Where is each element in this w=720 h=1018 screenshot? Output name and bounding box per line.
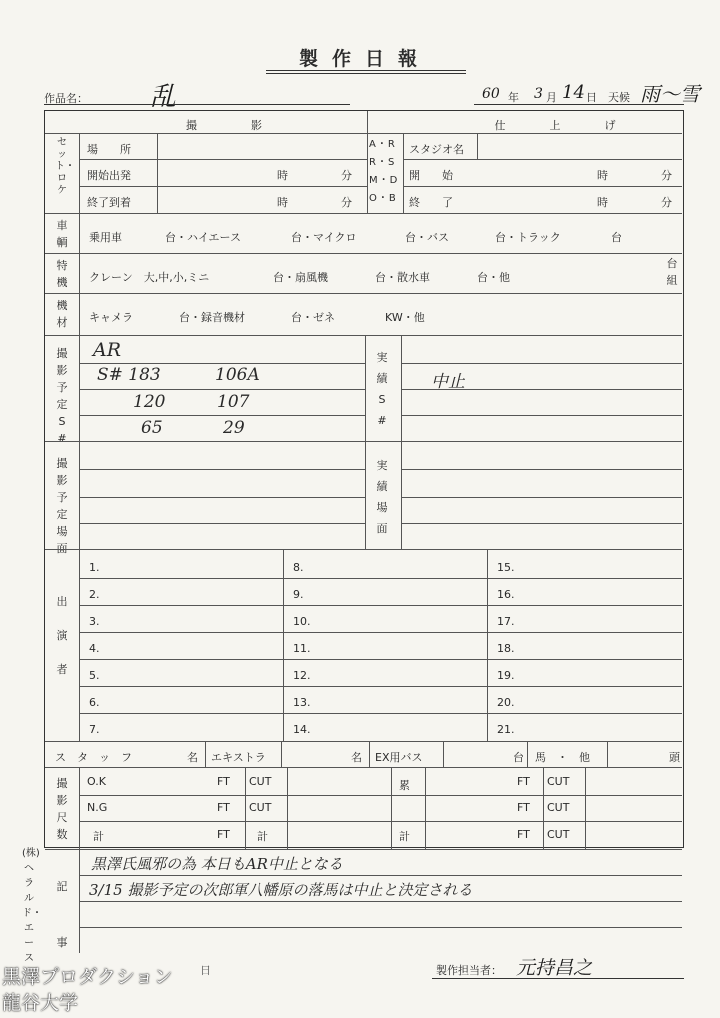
report-form bbox=[44, 110, 684, 949]
start-minute: 分 bbox=[341, 169, 352, 182]
cast-5: 5. bbox=[89, 669, 100, 682]
vehicle-micro: 台・マイクロ bbox=[291, 231, 357, 244]
cast-7: 7. bbox=[89, 723, 100, 736]
note-line2: 3/15 撮影予定の次郎軍八幡原の落馬は中止と決定される bbox=[89, 881, 473, 899]
manager-underline bbox=[432, 978, 684, 979]
schedule-line3b: 107 bbox=[217, 392, 250, 412]
finish-end-hour: 時 bbox=[597, 196, 608, 209]
staff-label: ス タ ッ フ bbox=[55, 751, 132, 764]
cum-total-ft: FT bbox=[517, 828, 530, 841]
ok-cut: CUT bbox=[249, 775, 272, 788]
set-loc-label: セット・ロケ bbox=[55, 137, 75, 196]
cast-16: 16. bbox=[497, 588, 515, 601]
cast-14: 14. bbox=[293, 723, 311, 736]
finish-start-label: 開 始 bbox=[409, 169, 453, 182]
result-label: 実績S# bbox=[376, 351, 388, 427]
finish-start-minute: 分 bbox=[661, 169, 672, 182]
schedule-line2a: S# 183 bbox=[97, 365, 161, 385]
equip-camera: キャメラ bbox=[89, 311, 133, 324]
year-unit: 年 bbox=[508, 91, 519, 104]
date-month: 3 bbox=[534, 86, 543, 102]
cast-13: 13. bbox=[293, 696, 311, 709]
total-ft: FT bbox=[217, 828, 230, 841]
cast-2: 2. bbox=[89, 588, 100, 601]
finish-header: 仕 上 げ bbox=[494, 119, 616, 132]
cast-label: 出演者 bbox=[56, 595, 68, 676]
notes-label: 記事 bbox=[56, 880, 68, 949]
ex-bus-label: EX用バス bbox=[375, 751, 423, 764]
vehicle-bus: 台・バス bbox=[405, 231, 449, 244]
equip-gene: 台・ゼネ bbox=[291, 311, 335, 324]
schedule-line1: AR bbox=[93, 339, 122, 361]
special-crane: クレーン 大,中,小,ミニ bbox=[89, 271, 210, 284]
finish-end-minute: 分 bbox=[661, 196, 672, 209]
publisher-side-text: (株)ヘラルド・エース bbox=[22, 848, 42, 964]
schedule-line2b: 106A bbox=[215, 365, 260, 385]
cast-20: 20. bbox=[497, 696, 515, 709]
special-fan: 台・扇風機 bbox=[273, 271, 328, 284]
date-day: 14 bbox=[562, 82, 585, 103]
manager-value: 元持昌之 bbox=[516, 957, 593, 979]
film-ng: N.G bbox=[87, 801, 108, 814]
ar-rs-md-ob: A・R R・S M・D O・B bbox=[369, 139, 399, 204]
cum-ng-cut: CUT bbox=[547, 801, 570, 814]
equip-audio: 台・録音機材 bbox=[179, 311, 245, 324]
page-title: 製作日報 bbox=[298, 48, 431, 70]
cast-17: 17. bbox=[497, 615, 515, 628]
horse-label: 馬 ・ 他 bbox=[535, 751, 590, 764]
end-minute: 分 bbox=[341, 196, 352, 209]
finish-start-hour: 時 bbox=[597, 169, 608, 182]
end-label: 終了到着 bbox=[87, 196, 131, 209]
ok-ft: FT bbox=[217, 775, 230, 788]
cast-11: 11. bbox=[293, 642, 311, 655]
end-hour: 時 bbox=[277, 196, 288, 209]
cast-8: 8. bbox=[293, 561, 304, 574]
extra-mei: 名 bbox=[351, 751, 362, 764]
start-hour: 時 bbox=[277, 169, 288, 182]
cast-6: 6. bbox=[89, 696, 100, 709]
cast-1: 1. bbox=[89, 561, 100, 574]
footer-fragment: 日 bbox=[200, 964, 211, 977]
manager-label: 製作担当者： bbox=[436, 964, 502, 977]
month-unit: 月 bbox=[546, 91, 557, 104]
day-unit: 日 bbox=[586, 91, 597, 104]
cumulative-label: 累 bbox=[399, 779, 410, 792]
cast-3: 3. bbox=[89, 615, 100, 628]
extra-label: エキストラ bbox=[211, 751, 266, 764]
shoot-header: 撮 影 bbox=[186, 119, 264, 132]
cum-ng-ft: FT bbox=[517, 801, 530, 814]
note-line1: 黒澤氏風邪の為 本日もAR中止となる bbox=[91, 855, 343, 873]
cast-9: 9. bbox=[293, 588, 304, 601]
start-label: 開始出発 bbox=[87, 169, 131, 182]
cum-ok-ft: FT bbox=[517, 775, 530, 788]
vehicle-truck: 台・トラック bbox=[495, 231, 561, 244]
cast-18: 18. bbox=[497, 642, 515, 655]
vehicle-tail: 台 bbox=[611, 231, 622, 244]
watermark-line1: 黒澤プロダクション bbox=[2, 966, 173, 988]
title-underline-2 bbox=[266, 73, 466, 74]
date-year: 60 bbox=[482, 86, 500, 102]
horse-tou: 頭 bbox=[669, 751, 680, 764]
work-value: 乱 bbox=[150, 82, 177, 112]
cum-ok-cut: CUT bbox=[547, 775, 570, 788]
special-water: 台・散水車 bbox=[375, 271, 430, 284]
schedule-line4a: 65 bbox=[141, 418, 163, 438]
work-underline bbox=[44, 104, 350, 105]
finish-end-label: 終 了 bbox=[409, 196, 453, 209]
watermark-line2: 龍谷大学 bbox=[2, 992, 79, 1014]
cut-total: 計 bbox=[257, 830, 268, 843]
vehicle-hiace: 台・ハイエース bbox=[165, 231, 242, 244]
special-tail: 台組 bbox=[666, 257, 678, 287]
result-value: 中止 bbox=[431, 372, 465, 392]
weather-value: 雨〜雪 bbox=[640, 82, 700, 106]
cast-21: 21. bbox=[497, 723, 515, 736]
cast-12: 12. bbox=[293, 669, 311, 682]
work-label: 作品名： bbox=[44, 92, 88, 105]
weather-label: 天候 bbox=[608, 91, 630, 104]
cast-15: 15. bbox=[497, 561, 515, 574]
cum-total-cut: CUT bbox=[547, 828, 570, 841]
scene-result-label: 実績場面 bbox=[376, 459, 388, 535]
bus-dai: 台 bbox=[513, 751, 524, 764]
staff-mei: 名 bbox=[187, 751, 198, 764]
vehicle-car: 乗用車 bbox=[89, 231, 122, 244]
vehicles-label: 車輌 bbox=[56, 219, 68, 249]
special-other: 台・他 bbox=[477, 271, 510, 284]
cast-4: 4. bbox=[89, 642, 100, 655]
date-underline bbox=[474, 104, 684, 105]
scene-place-label: 撮影予定場面 bbox=[56, 457, 68, 555]
schedule-line3a: 120 bbox=[133, 392, 166, 412]
cast-19: 19. bbox=[497, 669, 515, 682]
film-ok: O.K bbox=[87, 775, 106, 788]
schedule-line4b: 29 bbox=[223, 418, 245, 438]
film-label: 撮影尺数 bbox=[56, 777, 68, 841]
ng-ft: FT bbox=[217, 801, 230, 814]
cumulative-total: 計 bbox=[399, 830, 410, 843]
cast-10: 10. bbox=[293, 615, 311, 628]
place-label: 場 所 bbox=[87, 143, 131, 156]
special-label: 特機 bbox=[56, 259, 68, 289]
equipment-label: 機材 bbox=[56, 299, 68, 329]
studio-label: スタジオ名 bbox=[409, 143, 464, 156]
title-underline bbox=[266, 70, 466, 71]
ng-cut: CUT bbox=[249, 801, 272, 814]
film-total: 計 bbox=[93, 830, 104, 843]
equip-kw: KW・他 bbox=[385, 311, 425, 324]
schedule-label: 撮影予定S# bbox=[56, 347, 68, 445]
